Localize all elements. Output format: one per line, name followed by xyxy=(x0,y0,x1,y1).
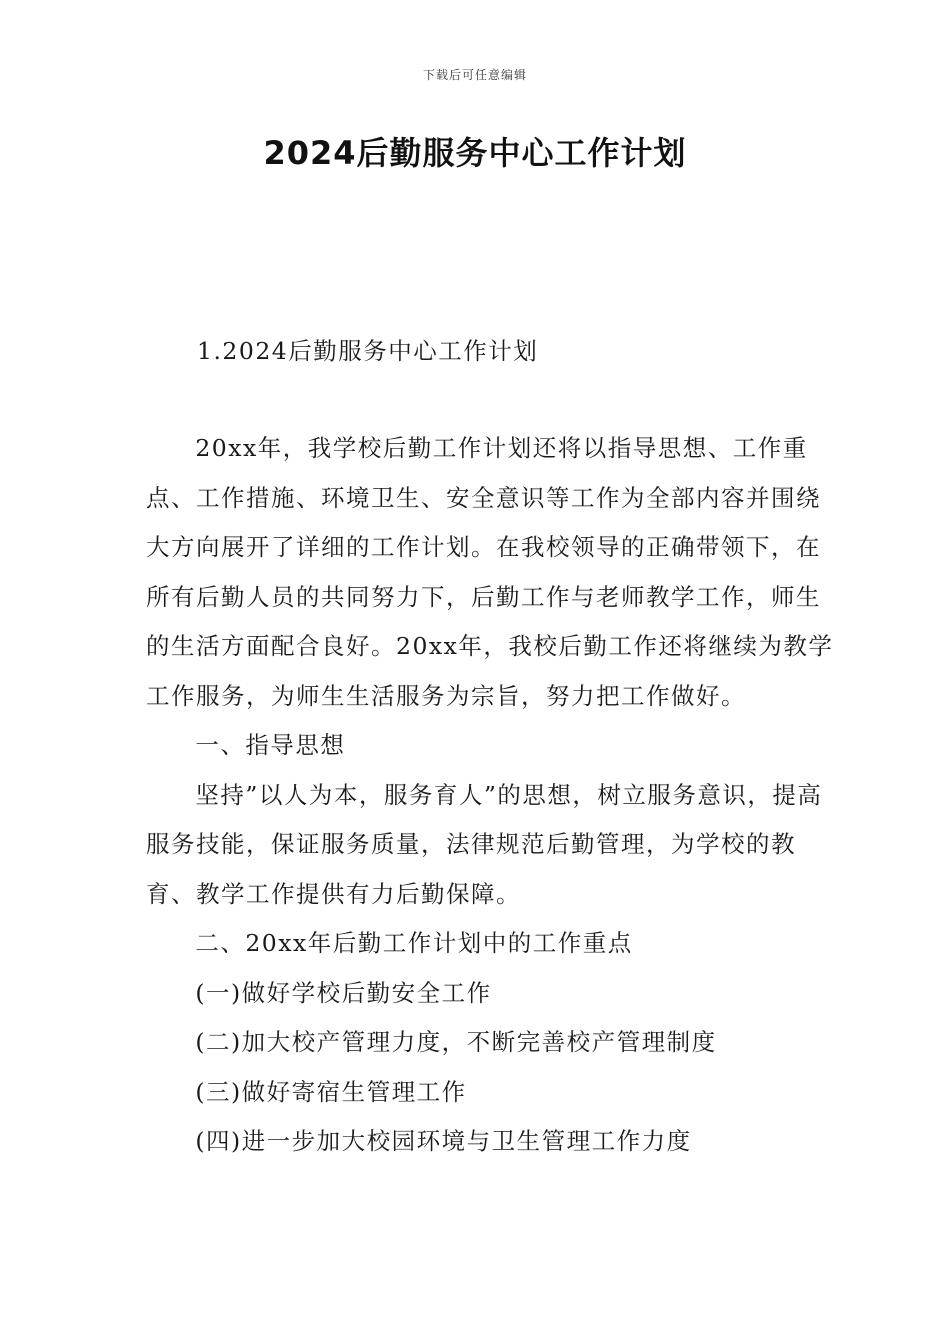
document-body xyxy=(146,424,836,1167)
guiding-ideology-paragraph: 坚持”以人为本，服务育人”的思想，树立服务意识，提高服务技能，保证服务质量，法律规范后勤管理，为学校的教育、教学工作提供有力后勤保障。 xyxy=(146,780,823,908)
header-note: 下载后可任意编辑 xyxy=(422,68,527,82)
intro-paragraph: 20xx年，我学校后勤工作计划还将以指导思想、工作重点、工作措施、环境卫生、安全意识等工作为全部内容并围绕大方向展开了详细的工作计划。在我校领导的正确带领下，在所有后勤人员的共同努力下，后勤工作与老师教学工作，师生的生活方面配合良好。20xx年，我校后勤工作还将继续为教学工作服务，为师生生活服务为宗旨，努力把工作做好。 xyxy=(146,434,834,710)
heading-guiding-ideology: 一、指导思想 xyxy=(195,731,346,759)
heading-work-priorities: 二、20xx年后勤工作计划中的工作重点 xyxy=(195,929,633,957)
priority-item-3: (三)做好寄宿生管理工作 xyxy=(195,1077,467,1106)
priority-item-4: (四)进一步加大校园环境与卫生管理工作力度 xyxy=(195,1127,692,1155)
section-heading: 1.2024后勤服务中心工作计划 xyxy=(197,337,539,365)
priority-item-2: (二)加大校产管理力度，不断完善校产管理制度 xyxy=(195,1028,717,1056)
document-title: 2024后勤服务中心工作计划 xyxy=(263,134,687,172)
priority-item-1: (一)做好学校后勤安全工作 xyxy=(195,978,492,1007)
